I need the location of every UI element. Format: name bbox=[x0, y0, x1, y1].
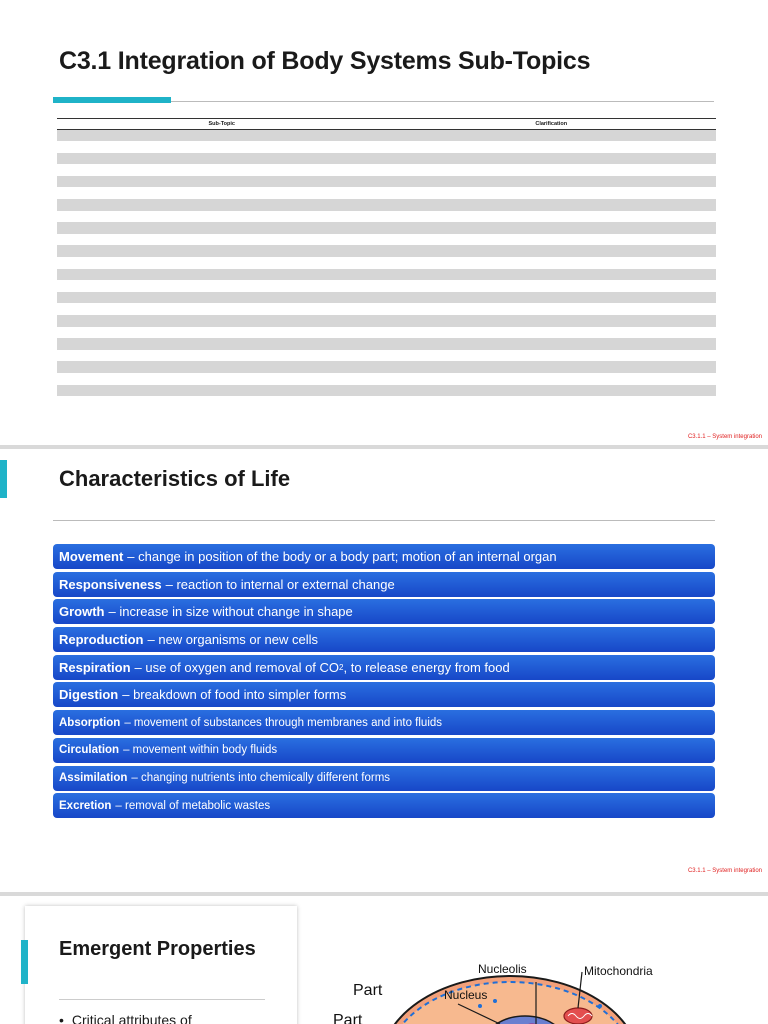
item-term: Movement bbox=[59, 549, 124, 564]
cell-illustration bbox=[300, 896, 768, 1024]
item-description-end: , to release energy from food bbox=[343, 659, 510, 675]
table-row bbox=[57, 141, 716, 153]
table-row bbox=[57, 130, 716, 142]
slide-footer: C3.1.1 – System integration bbox=[687, 868, 762, 874]
table-row bbox=[57, 292, 716, 304]
item-description: – changing nutrients into chemically different forms bbox=[131, 772, 391, 784]
table-row bbox=[57, 361, 716, 373]
table-row bbox=[57, 176, 716, 188]
ribosome-dot bbox=[598, 1004, 602, 1008]
list-item-absorption bbox=[53, 710, 715, 735]
item-term: Assimilation bbox=[59, 772, 128, 784]
label-mitochondria: Mitochondria bbox=[584, 964, 653, 978]
table-row bbox=[57, 280, 716, 292]
list-item-assimilation bbox=[53, 766, 715, 791]
table-row bbox=[57, 199, 716, 211]
item-term: Excretion bbox=[59, 799, 112, 812]
table-row bbox=[57, 338, 716, 350]
list-item-growth bbox=[53, 599, 715, 624]
item-description: – reaction to internal or external change bbox=[165, 576, 395, 592]
card-divider bbox=[59, 999, 265, 1000]
list-item-reproduction bbox=[53, 627, 715, 652]
accent-bar bbox=[21, 940, 28, 984]
table-row bbox=[57, 303, 716, 315]
table-row bbox=[57, 327, 716, 339]
table-row bbox=[57, 350, 716, 362]
subscript: 2 bbox=[339, 662, 344, 672]
table-row bbox=[57, 222, 716, 234]
table-row bbox=[57, 396, 716, 408]
table-row bbox=[57, 269, 716, 281]
table-row bbox=[57, 257, 716, 269]
table-row bbox=[57, 315, 716, 327]
slide-emergent-properties bbox=[0, 896, 768, 1024]
item-term: Circulation bbox=[59, 744, 120, 757]
list-item-responsiveness bbox=[53, 572, 715, 597]
title-divider bbox=[53, 520, 715, 521]
text-card bbox=[25, 906, 297, 1024]
accent-bar bbox=[0, 460, 7, 498]
slide-characteristics-of-life bbox=[0, 449, 768, 892]
list-item-excretion bbox=[53, 793, 715, 818]
table-row bbox=[57, 245, 716, 257]
item-term: Growth bbox=[59, 604, 105, 620]
item-description: – use of oxygen and removal of CO bbox=[134, 659, 340, 675]
item-term: Responsiveness bbox=[59, 576, 162, 592]
slide-footer: C3.1.1 – System integration bbox=[687, 434, 762, 440]
slide-subtopics bbox=[0, 0, 768, 445]
table-row bbox=[57, 373, 716, 385]
subtopics-table bbox=[57, 118, 716, 408]
item-term: Reproduction bbox=[59, 632, 144, 648]
table-row bbox=[57, 153, 716, 165]
item-term: Absorption bbox=[59, 716, 121, 729]
bullet-text: Critical attributes of bbox=[71, 1012, 192, 1024]
slide-title: Characteristics of Life bbox=[59, 466, 291, 491]
list-item-circulation bbox=[53, 738, 715, 763]
item-description: – removal of metabolic wastes bbox=[115, 799, 271, 812]
item-description: – breakdown of food into simpler forms bbox=[122, 687, 347, 703]
characteristics-list bbox=[53, 544, 715, 821]
item-description: – increase in size without change in shape bbox=[108, 604, 353, 620]
cell-diagram bbox=[300, 896, 768, 1024]
column-header-clarification: Clarification bbox=[387, 119, 717, 130]
table-row bbox=[57, 234, 716, 246]
list-item-digestion bbox=[53, 682, 715, 707]
item-description: – movement of substances through membranes and into fluids bbox=[124, 716, 443, 729]
label-nucleolis: Nucleolis bbox=[478, 962, 527, 976]
column-header-subtopic: Sub-Topic bbox=[57, 119, 387, 130]
card-heading: Emergent Properties bbox=[59, 938, 256, 960]
slide-title: C3.1 Integration of Body Systems Sub-Topics bbox=[59, 47, 591, 75]
ribosome-dot bbox=[478, 1004, 482, 1008]
bullet-icon: • bbox=[59, 1012, 64, 1024]
table-row bbox=[57, 164, 716, 176]
table-row bbox=[57, 187, 716, 199]
label-nucleus: Nucleus bbox=[444, 988, 488, 1002]
title-divider bbox=[171, 101, 714, 102]
ribosome-dot bbox=[493, 999, 497, 1003]
item-term: Digestion bbox=[59, 687, 119, 703]
table-body bbox=[57, 130, 716, 408]
table-row bbox=[57, 385, 716, 397]
label-part-2: Part bbox=[333, 1012, 363, 1024]
item-description: – new organisms or new cells bbox=[147, 632, 319, 648]
list-item-respiration bbox=[53, 655, 715, 680]
accent-bar bbox=[53, 97, 171, 103]
item-term: Respiration bbox=[59, 659, 131, 675]
item-description: – change in position of the body or a body part; motion of an internal organ bbox=[127, 549, 557, 564]
item-description: – movement within body fluids bbox=[123, 744, 278, 757]
table-row bbox=[57, 211, 716, 223]
bullet-item bbox=[59, 1012, 192, 1024]
label-part: Part bbox=[353, 982, 383, 999]
list-item-movement bbox=[53, 544, 715, 569]
